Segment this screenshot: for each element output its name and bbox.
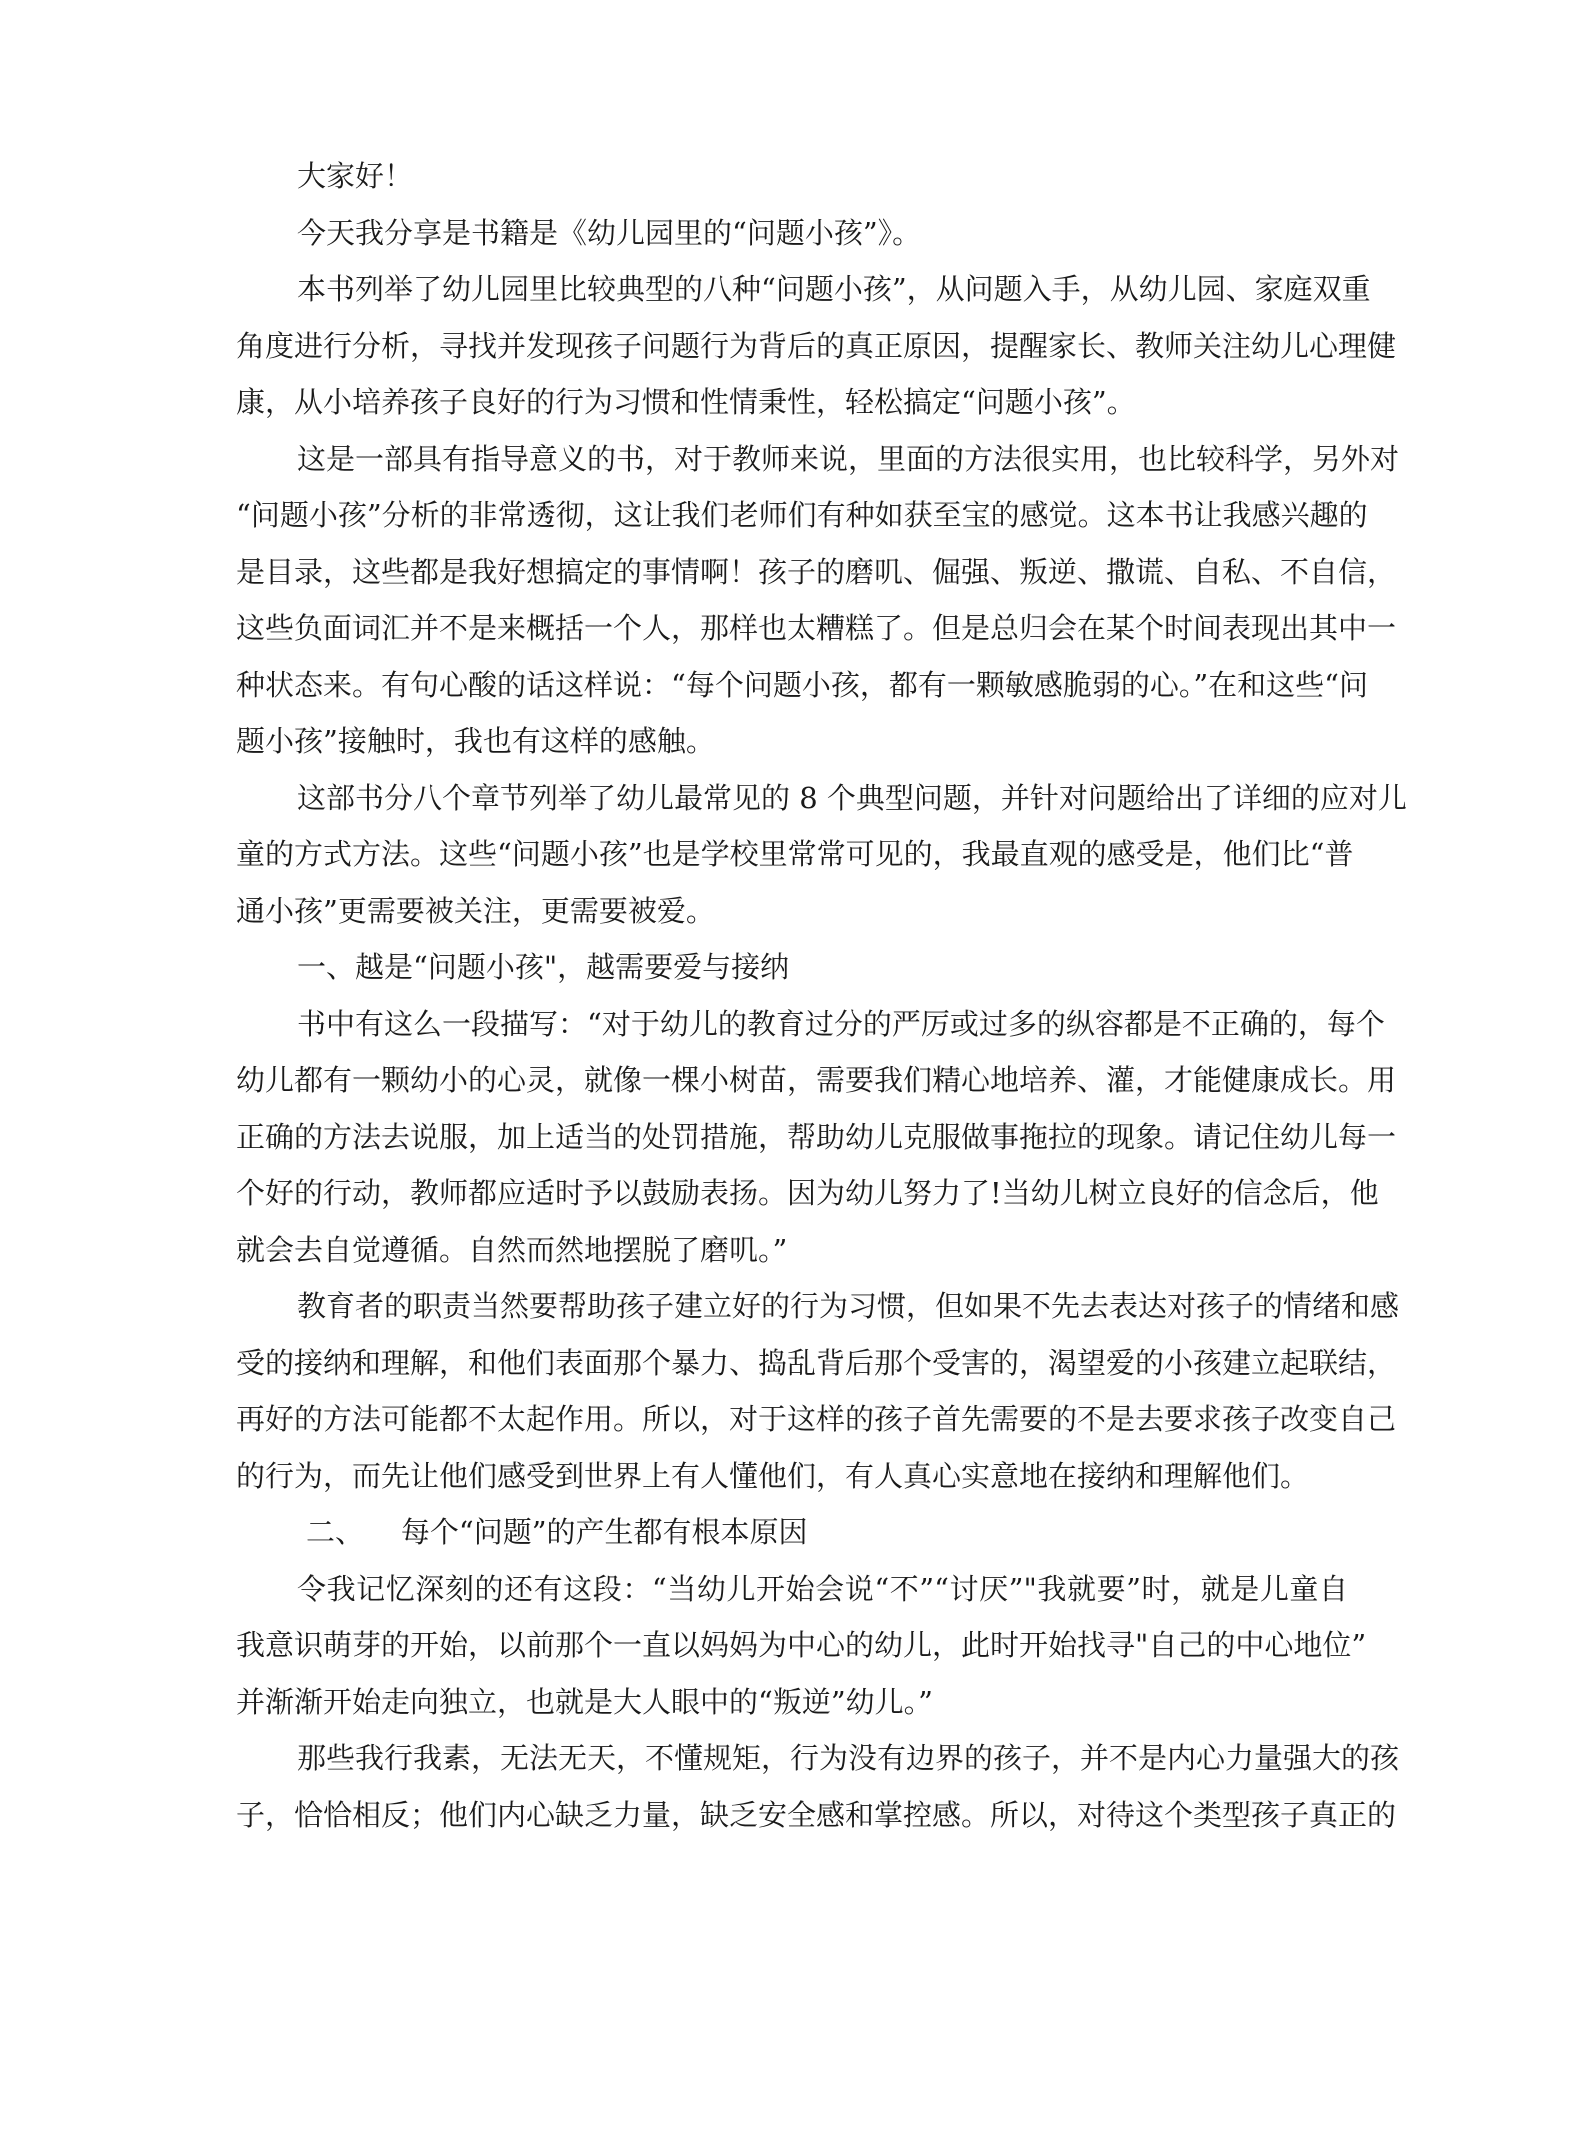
text-line: 正确的方法去说服，加上适当的处罚措施，帮助幼儿克服做事拖拉的现象。请记住幼儿每一: [236, 1119, 1397, 1154]
text-line: 这些负面词汇并不是来概括一个人，那样也太糟糕了。但是总归会在某个时间表现出其中一: [236, 611, 1397, 645]
document-page: [236, 148, 1407, 1843]
paragraph-section-2-reflection: [236, 1730, 1400, 1843]
text-line: 书中有这么一段描写：“对于幼儿的教育过分的严厉或过多的纵容都是不正确的，每个: [297, 1006, 1385, 1041]
text-line: 再好的方法可能都不太起作用。所以，对于这样的孩子首先需要的不是去要求孩子改变自己: [236, 1402, 1397, 1436]
text-line: 这部书分八个章节列举了幼儿最常见的 8 个典型问题，并针对问题给出了详细的应对儿: [297, 780, 1407, 815]
text-line: 角度进行分析，寻找并发现孩子问题行为背后的真正原因，提醒家长、教师关注幼儿心理健: [236, 328, 1397, 363]
paragraph-section-2-quote: [236, 1561, 1367, 1731]
heading-text: 二、 每个“问题”的产生都有根本原因: [306, 1515, 808, 1549]
paragraph-section-1-reflection: [236, 1278, 1400, 1504]
section-1-heading: [236, 939, 1348, 996]
text-line: 幼儿都有一颗幼小的心灵，就像一棵小树苗，需要我们精心地培养、灌，才能健康成长。用: [236, 1063, 1397, 1097]
text-line: 是目录，这些都是我好想搞定的事情啊！孩子的磨叽、倔强、叛逆、撒谎、自私、不自信，: [236, 554, 1397, 589]
paragraph-book-structure: [236, 770, 1407, 940]
heading-text: 一、越是“问题小孩"，越需要爱与接纳: [297, 950, 790, 984]
paragraph-book-summary: [236, 261, 1397, 431]
text-line: 我意识萌芽的开始，以前那个一直以妈妈为中心的幼儿，此时开始找寻"自己的中心地位”: [236, 1628, 1367, 1662]
paragraph-greeting: [236, 148, 1348, 205]
text-line: 子，恰恰相反；他们内心缺乏力量，缺乏安全感和掌控感。所以，对待这个类型孩子真正的: [236, 1797, 1397, 1832]
text-line: 个好的行动，教师都应适时予以鼓励表扬。因为幼儿努力了!当幼儿树立良好的信念后，他: [236, 1176, 1379, 1210]
text-line: 康，从小培养孩子良好的行为习惯和性情秉性，轻松搞定“问题小孩”。: [236, 385, 1136, 419]
paragraph-book-value: [236, 431, 1400, 770]
section-2-heading: [236, 1504, 1348, 1561]
text-line: 本书列举了幼儿园里比较典型的八种“问题小孩”，从问题入手，从幼儿园、家庭双重: [297, 272, 1371, 306]
paragraph-intro-book: [236, 205, 1348, 262]
text-line: 教育者的职责当然要帮助孩子建立好的行为习惯，但如果不先去表达对孩子的情绪和感: [297, 1289, 1400, 1323]
text-line: 题小孩”接触时，我也有这样的感触。: [236, 724, 715, 758]
text-line: 种状态来。有句心酸的话这样说：“每个问题小孩，都有一颗敏感脆弱的心。”在和这些“问: [236, 667, 1368, 702]
text-line: 通小孩”更需要被关注，更需要被爱。: [236, 893, 715, 928]
text-line: 受的接纳和理解，和他们表面那个暴力、捣乱背后那个受害的，渴望爱的小孩建立起联结，: [236, 1345, 1397, 1380]
text-line: 的行为，而先让他们感受到世界上有人懂他们，有人真心实意地在接纳和理解他们。: [236, 1458, 1310, 1493]
paragraph-section-1-quote: [236, 996, 1397, 1279]
text-line: 大家好！: [297, 159, 414, 193]
text-line: “问题小孩”分析的非常透彻，这让我们老师们有种如获至宝的感觉。这本书让我感兴趣的: [236, 498, 1368, 532]
text-line: 这是一部具有指导意义的书，对于教师来说，里面的方法很实用，也比较科学，另外对: [297, 441, 1400, 476]
text-line: 令我记忆深刻的还有这段：“当幼儿开始会说“不”“讨厌”"我就要”时，就是儿童自: [297, 1571, 1348, 1606]
text-line: 并渐渐开始走向独立，也就是大人眼中的“叛逆”幼儿。”: [236, 1684, 933, 1719]
text-line: 就会去自觉遵循。自然而然地摆脱了磨叽。”: [236, 1232, 788, 1267]
text-line: 今天我分享是书籍是《幼儿园里的“问题小孩”》。: [297, 215, 922, 250]
text-line: 那些我行我素，无法无天，不懂规矩，行为没有边界的孩子，并不是内心力量强大的孩: [297, 1741, 1400, 1775]
text-line: 童的方式方法。这些“问题小孩”也是学校里常常可见的，我最直观的感受是，他们比“普: [236, 837, 1354, 871]
